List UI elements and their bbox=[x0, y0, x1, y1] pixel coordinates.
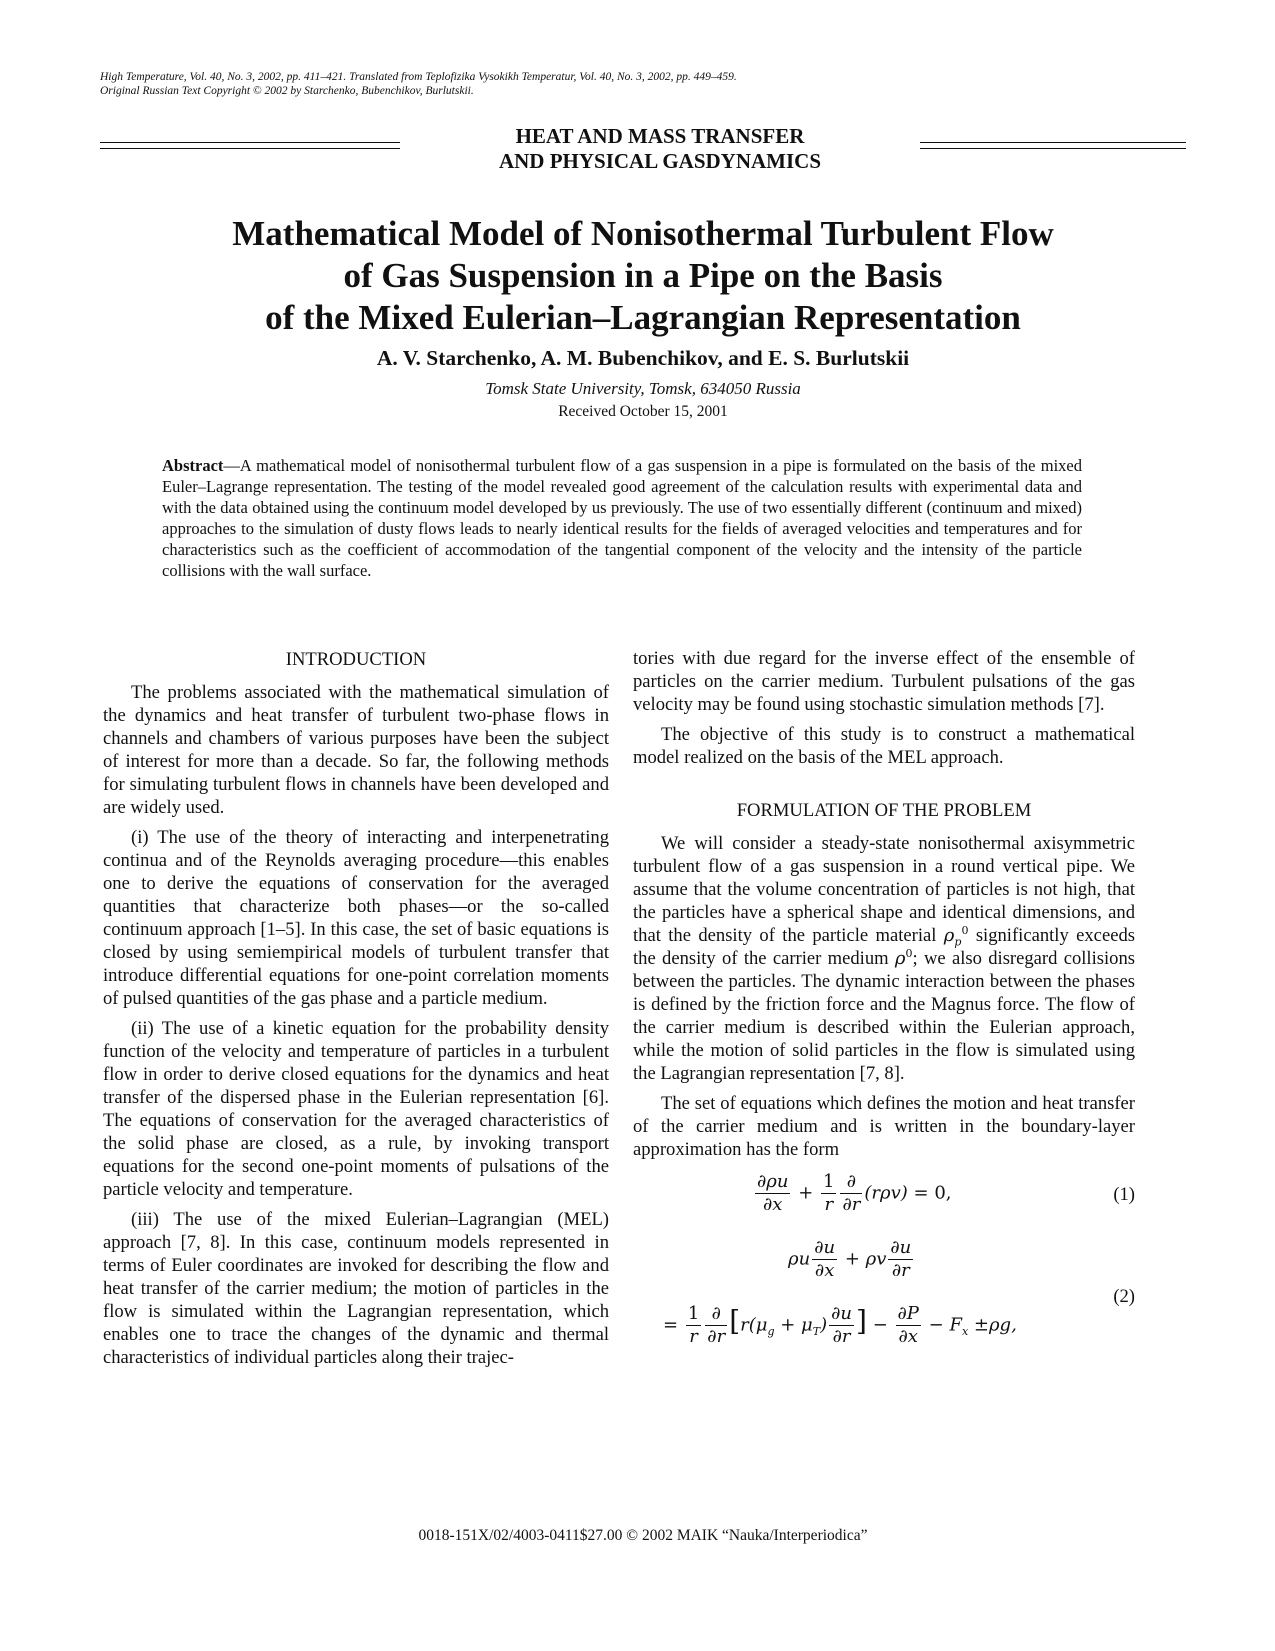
title-line2: of Gas Suspension in a Pipe on the Basis bbox=[343, 256, 943, 295]
abstract bbox=[162, 455, 1082, 581]
paper-title bbox=[100, 213, 1186, 339]
equation-2-number: (2) bbox=[1113, 1286, 1135, 1307]
rho-p0-symbol: $\rho_p^0$ bbox=[943, 924, 969, 949]
section-label-line1: HEAT AND MASS TRANSFER bbox=[515, 124, 805, 148]
journal-note-line1: High Temperature, Vol. 40, No. 3, 2002, pp. 411–421. Translated from Teplofizika Vysokikh Temperatur, Vol. 40, No. 3, 2002, pp. 449–459. bbox=[100, 71, 737, 83]
equation-1-body: $\frac{\partial\rho u}{\partial x}$ + $\frac{1}{r}$ $\frac{\partial}{\partial r}$ (rρv) = 0, bbox=[757, 1171, 952, 1215]
section-banner bbox=[100, 124, 1186, 174]
journal-note bbox=[100, 70, 1100, 98]
right-column bbox=[633, 647, 1135, 1361]
authors: A. V. Starchenko, A. M. Bubenchikov, and E. S. Burlutskii bbox=[376, 346, 910, 370]
right-paragraph-2: The objective of this study is to construct a mathematical model realized on the basis of the MEL approach. bbox=[633, 724, 1135, 768]
section-label-line2: AND PHYSICAL GASDYNAMICS bbox=[498, 149, 822, 173]
section-rule-left bbox=[100, 142, 400, 149]
equation-1 bbox=[633, 1169, 1135, 1229]
equation-2-line2: = $\frac{1}{r}$ $\frac{\partial}{\partial r}$ [$r(\mu_g + \mu_T)$ $\frac{\partial u}{\partial r}$ ] − $\frac{\partial P}{\partial x}$ − $F_x \pm\rho g$, bbox=[663, 1303, 1017, 1347]
section-rule-right bbox=[920, 142, 1186, 149]
section-label bbox=[400, 124, 920, 174]
p3-part-b: significantly exceeds the density of the carrier medium bbox=[633, 925, 1135, 969]
intro-paragraph-1: The problems associated with the mathematical simulation of the dynamics and heat transfer of turbulent two-phase flows in channels and chambers of various purposes have been the subject of interest for more than a decade. So far, the following methods for simulating turbulent flows in channels have been developed and are widely used. bbox=[103, 682, 609, 818]
intro-paragraph-4: (iii) The use of the mixed Eulerian–Lagrangian (MEL) approach [7, 8]. In this case, continuum models represented in terms of Euler coordinates are invoked for describing the flow and heat transfer of the carrier medium; the motion of particles in the flow is simulated within the Lagrangian representation, which enables one to trace the changes of the dynamic and thermal characteristics of individual particles along their trajec- bbox=[103, 1209, 609, 1368]
p3-part-c: ; we also disregard collisions between the particles. The dynamic interaction between the phases is defined by the friction force and the Magnus force. The flow of the carrier medium is described within the Eulerian approach, while the motion of solid particles in the flow is simulated using the Lagrangian representation [7, 8]. bbox=[633, 948, 1135, 1084]
right-paragraph-4: The set of equations which defines the motion and heat transfer of the carrier medium and is written in the boundary-layer approximation has the form bbox=[633, 1093, 1135, 1160]
equation-2-line1: ρu $\frac{\partial u}{\partial x}$ + ρv $\frac{\partial u}{\partial r}$ bbox=[788, 1237, 912, 1281]
right-paragraph-1: tories with due regard for the inverse effect of the ensemble of particles on the carrier medium. Turbulent pulsations of the gas velocity may be found using stochastic simulation methods [7]. bbox=[633, 648, 1135, 715]
title-line3: of the Mixed Eulerian–Lagrangian Representation bbox=[265, 298, 1021, 337]
equation-1-number: (1) bbox=[1113, 1184, 1135, 1205]
received-date: Received October 15, 2001 bbox=[558, 403, 728, 420]
title-line1: Mathematical Model of Nonisothermal Turbulent Flow bbox=[232, 214, 1054, 253]
right-paragraph-3 bbox=[633, 832, 1135, 1085]
abstract-label: Abstract bbox=[162, 456, 224, 475]
footer-copyright: 0018-151X/02/4003-0411$27.00 © 2002 MAIK “Nauka/Interperiodica” bbox=[418, 1527, 868, 1544]
introduction-heading: INTRODUCTION bbox=[285, 649, 427, 670]
intro-paragraph-2: (i) The use of the theory of interacting and interpenetrating continua and of the Reynolds averaging procedure—this enables one to derive the equations of conservation for the averaged quantities that characterize both phases—or the so-called continuum approach [1–5]. In this case, the set of basic equations is closed by using semiempirical models of turbulent transfer that introduce differential equations for one-point correlation moments of pulsed quantities of the gas phase and a particle medium. bbox=[103, 827, 609, 1009]
formulation-heading: FORMULATION OF THE PROBLEM bbox=[736, 800, 1032, 821]
left-column bbox=[103, 648, 609, 1376]
rho0-symbol: $\rho^0$ bbox=[894, 947, 913, 969]
intro-paragraph-3: (ii) The use of a kinetic equation for the probability density function of the velocity and temperature of particles in a turbulent flow in order to derive closed equations for the dynamics and heat transfer of the dispersed phase in the Eulerian representation [6]. The equations of conservation for the averaged characteristics of the solid phase are closed, as a rule, by invoking transport equations for the second one-point moments of pulsations of the particle velocity and temperature. bbox=[103, 1018, 609, 1200]
equation-2 bbox=[633, 1237, 1135, 1361]
journal-note-line2: Original Russian Text Copyright © 2002 by Starchenko, Bubenchikov, Burlutskii. bbox=[100, 85, 474, 97]
abstract-text: —A mathematical model of nonisothermal turbulent flow of a gas suspension in a pipe is formulated on the basis of the mixed Euler–Lagrange representation. The testing of the model revealed good agreement of the calculation results with experimental data and with the data obtained using the continuum model developed by us previously. The use of two essentially different (continuum and mixed) approaches to the simulation of dusty flows leads to nearly identical results for the fields of averaged velocities and temperatures and for characteristics such as the coefficient of accommodation of the tangential component of the velocity and the intensity of the particle collisions with the wall surface. bbox=[162, 456, 1082, 580]
p3-part-a: We will consider a steady-state nonisothermal axisymmetric turbulent flow of a gas suspension in a round vertical pipe. We assume that the volume concentration of particles is not high, that the particles have a spherical shape and identical dimensions, and that the density of the particle material bbox=[633, 833, 1135, 946]
affiliation: Tomsk State University, Tomsk, 634050 Russia bbox=[485, 379, 801, 398]
